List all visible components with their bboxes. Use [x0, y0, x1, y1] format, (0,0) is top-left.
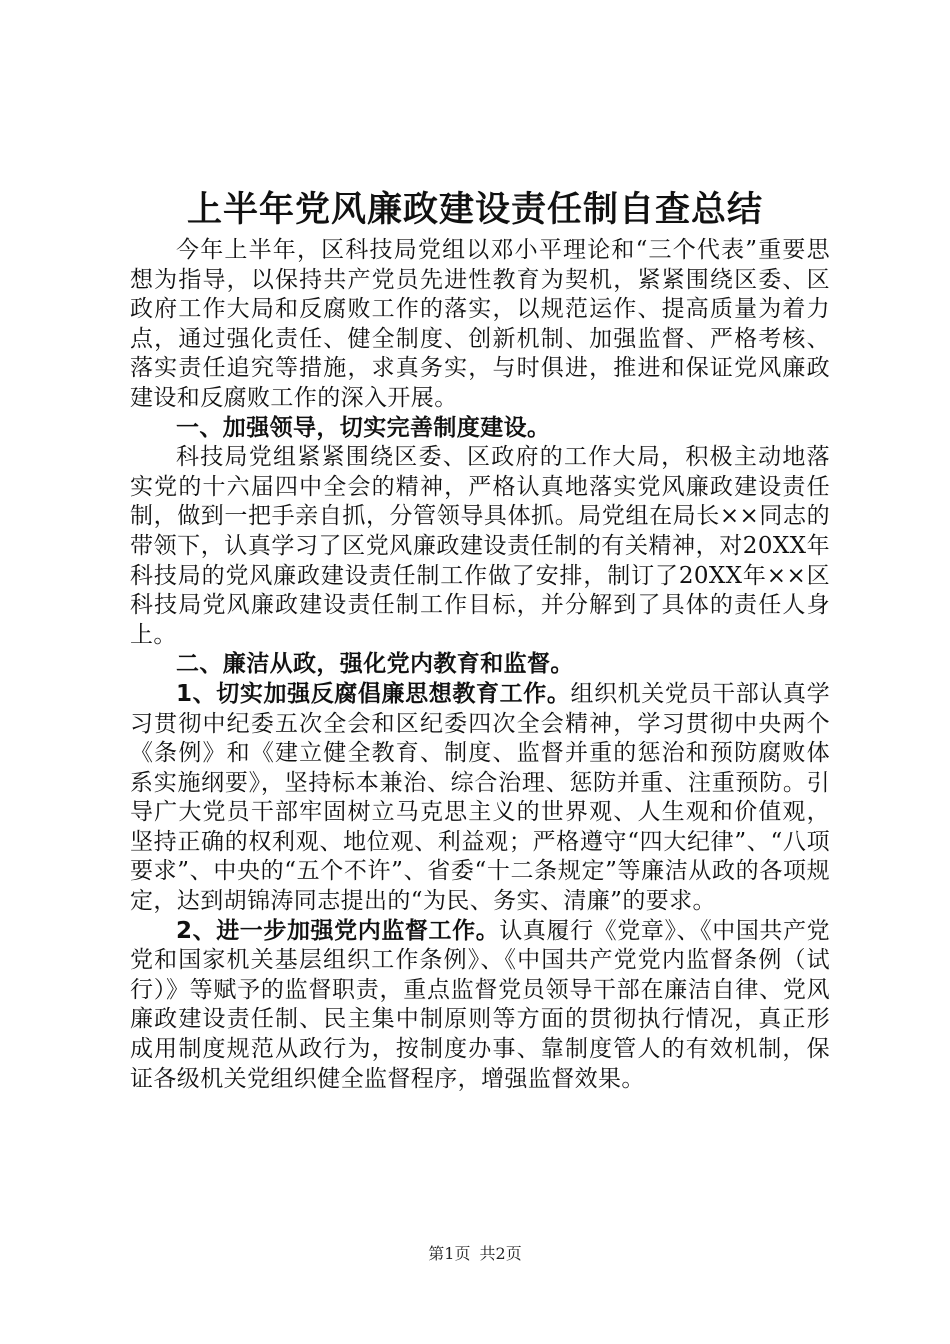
item-2-heading: 2、进一步加强党内监督工作。: [176, 917, 500, 944]
item-2-text: 认真履行《党章》、《中国共产党党和国家机关基层组织工作条例》、《中国共产党党内监督条例（试行）》等赋予的监督职责，重点监督党员领导干部在廉洁自律、党风廉政建设责任制、民主集中制原则等方面的贯彻执行情况，真正形成用制度规范从政行为，按制度办事、靠制度管人的有效机制，保证各级机关党组织健全监督程序，增强监督效果。: [130, 917, 831, 1092]
section-1-heading: 一、加强领导，切实完善制度建设。: [176, 414, 551, 441]
intro-paragraph: 今年上半年，区科技局党组以邓小平理论和“三个代表”重要思想为指导，以保持共产党员先进性教育为契机，紧紧围绕区委、区政府工作大局和反腐败工作的落实，以规范运作、提高质量为着力点，通过强化责任、健全制度、创新机制、加强监督、严格考核、落实责任追究等措施，求真务实，与时俱进，推进和保证党风廉政建设和反腐败工作的深入开展。: [130, 237, 830, 411]
item-2-paragraph: [130, 917, 830, 1095]
document-title: 上半年党风廉政建设责任制自查总结: [186, 189, 763, 230]
section-1-paragraph: 科技局党组紧紧围绕区委、区政府的工作大局，积极主动地落实党的十六届四中全会的精神，严格认真地落实党风廉政建设责任制，做到一把手亲自抓，分管领导具体抓。局党组在局长××同志的带领下，认真学习了区党风廉政建设责任制的有关精神，对20XX年科技局的党风廉政建设责任制工作做了安排，制订了20XX年××区科技局党风廉政建设责任制工作目标，并分解到了具体的责任人身上。: [130, 444, 830, 648]
page-number-total: 共2页: [479, 1244, 522, 1263]
page-footer: [0, 1244, 950, 1264]
item-1-heading: 1、切实加强反腐倡廉思想教育工作。: [176, 680, 571, 707]
item-1-text: 组织机关党员干部认真学习贯彻中纪委五次全会和区纪委四次全会精神，学习贯彻中央两个《条例》和《建立健全教育、制度、监督并重的惩治和预防腐败体系实施纲要》，坚持标本兼治、综合治理、惩防并重、注重预防。引导广大党员干部牢固树立马克思主义的世界观、人生观和价值观，坚持正确的权利观、地位观、利益观；严格遵守“四大纪律”、“八项要求”、中央的“五个不许”、省委“十二条规定”等廉洁从政的各项规定，达到胡锦涛同志提出的“为民、务实、清廉”的要求。: [130, 680, 830, 915]
page-number-current: 第1页: [428, 1244, 471, 1263]
section-2-heading: 二、廉洁从政，强化党内教育和监督。: [176, 651, 574, 678]
item-1-paragraph: [130, 680, 830, 917]
document-body: [130, 236, 830, 1094]
